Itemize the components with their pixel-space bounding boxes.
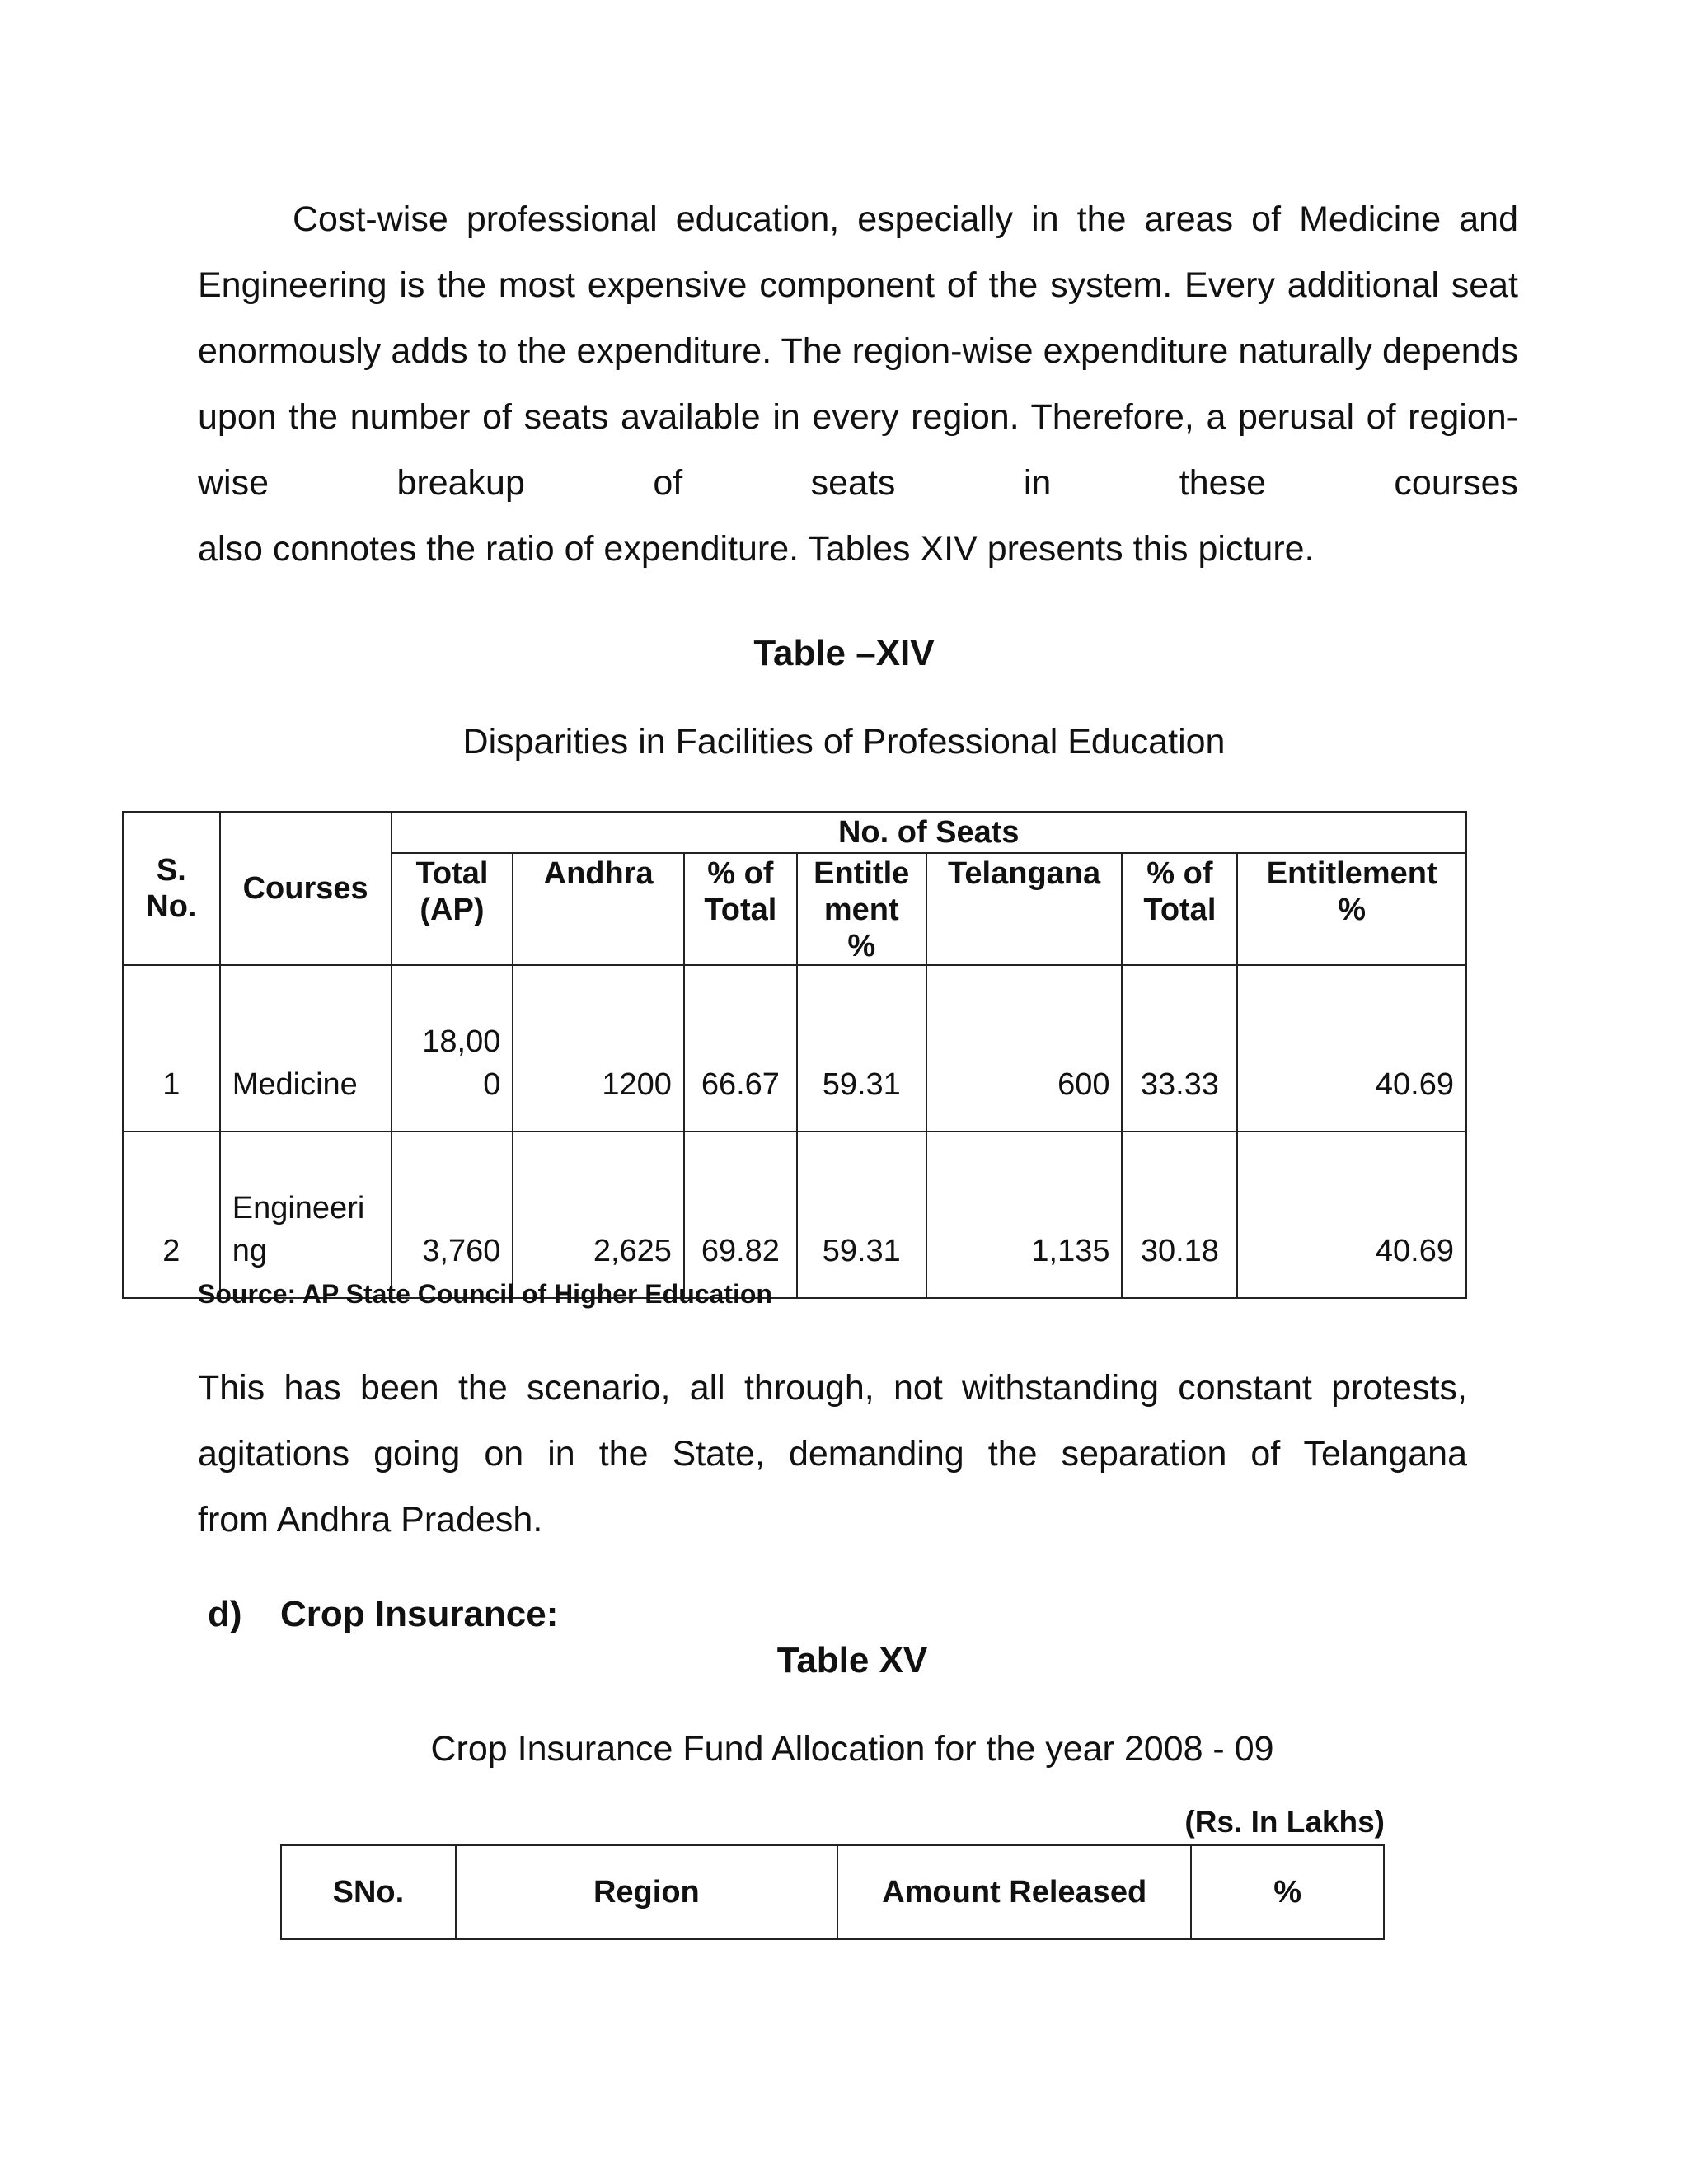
header-andhra-entitlement: Entitle ment % — [797, 853, 926, 965]
intro-paragraph-text: Cost-wise professional education, especially in the areas of Medicine and Engineering is the most expensive component of the system. Every additional seat enormously adds to the expenditure. The region-wise expenditure naturally depends upon the number of seats available in every region. Therefore, a perusal of region-wise breakup of seats in these courses — [198, 199, 1518, 503]
table-row — [123, 965, 1466, 1132]
cell-andhra: 2,625 — [513, 1132, 684, 1298]
header-amount-released: Amount Released — [837, 1845, 1191, 1939]
header-sno: SNo. — [281, 1845, 456, 1939]
cell-course: Medicine — [220, 965, 392, 1132]
cell-andhra-pct: 66.67 — [684, 965, 797, 1132]
cell-sno: 1 — [123, 965, 220, 1132]
header-telangana-entitlement: Entitlement % — [1237, 853, 1466, 965]
header-region: Region — [456, 1845, 837, 1939]
table-xiv — [122, 811, 1467, 1299]
table-xv-units: (Rs. In Lakhs) — [1184, 1805, 1385, 1839]
cell-telangana-pct: 30.18 — [1122, 1132, 1237, 1298]
scenario-paragraph-last-line: from Andhra Pradesh. — [198, 1500, 543, 1540]
cell-telangana: 600 — [926, 965, 1123, 1132]
cell-telangana: 1,135 — [926, 1132, 1123, 1298]
header-andhra-pct-of-total: % of Total — [684, 853, 797, 965]
table-xiv-source: Source: AP State Council of Higher Education — [198, 1279, 772, 1309]
cell-telangana-pct: 33.33 — [1122, 965, 1237, 1132]
header-percent: % — [1191, 1845, 1384, 1939]
table-xiv-title: Table –XIV — [753, 633, 935, 673]
cell-telangana-ent: 40.69 — [1237, 1132, 1466, 1298]
header-telangana: Telangana — [926, 853, 1123, 965]
cell-telangana-ent: 40.69 — [1237, 965, 1466, 1132]
header-sno: S. No. — [123, 812, 220, 965]
cell-total: 3,760 — [392, 1132, 513, 1298]
header-total-ap: Total (AP) — [392, 853, 513, 965]
table-xv — [280, 1844, 1385, 1940]
table-row — [123, 1132, 1466, 1298]
intro-paragraph-last-line: also connotes the ratio of expenditure. Tables XIV presents this picture. — [198, 529, 1315, 569]
cell-course: Engineeri ng — [220, 1132, 392, 1298]
table-xiv-subtitle: Disparities in Facilities of Professional Education — [462, 722, 1226, 762]
scenario-paragraph-text: This has been the scenario, all through, not withstanding constant protests, agitations going on in the State, demanding the separation of Telangana — [198, 1368, 1467, 1474]
cell-andhra-ent: 59.31 — [797, 1132, 926, 1298]
cell-andhra: 1200 — [513, 965, 684, 1132]
section-title: Crop Insurance: — [280, 1594, 559, 1634]
header-telangana-pct-of-total: % of Total — [1122, 853, 1237, 965]
section-label: d) — [208, 1594, 242, 1634]
cell-total: 18,00 0 — [392, 965, 513, 1132]
scenario-paragraph — [198, 1355, 1467, 1553]
section-heading — [208, 1594, 558, 1635]
header-no-of-seats: No. of Seats — [392, 812, 1466, 853]
header-andhra: Andhra — [513, 853, 684, 965]
intro-paragraph — [198, 186, 1518, 582]
header-courses: Courses — [220, 812, 392, 965]
table-xv-title: Table XV — [776, 1640, 928, 1680]
cell-sno: 2 — [123, 1132, 220, 1298]
cell-andhra-pct: 69.82 — [684, 1132, 797, 1298]
cell-andhra-ent: 59.31 — [797, 965, 926, 1132]
table-xv-subtitle: Crop Insurance Fund Allocation for the year 2008 - 09 — [430, 1729, 1274, 1769]
